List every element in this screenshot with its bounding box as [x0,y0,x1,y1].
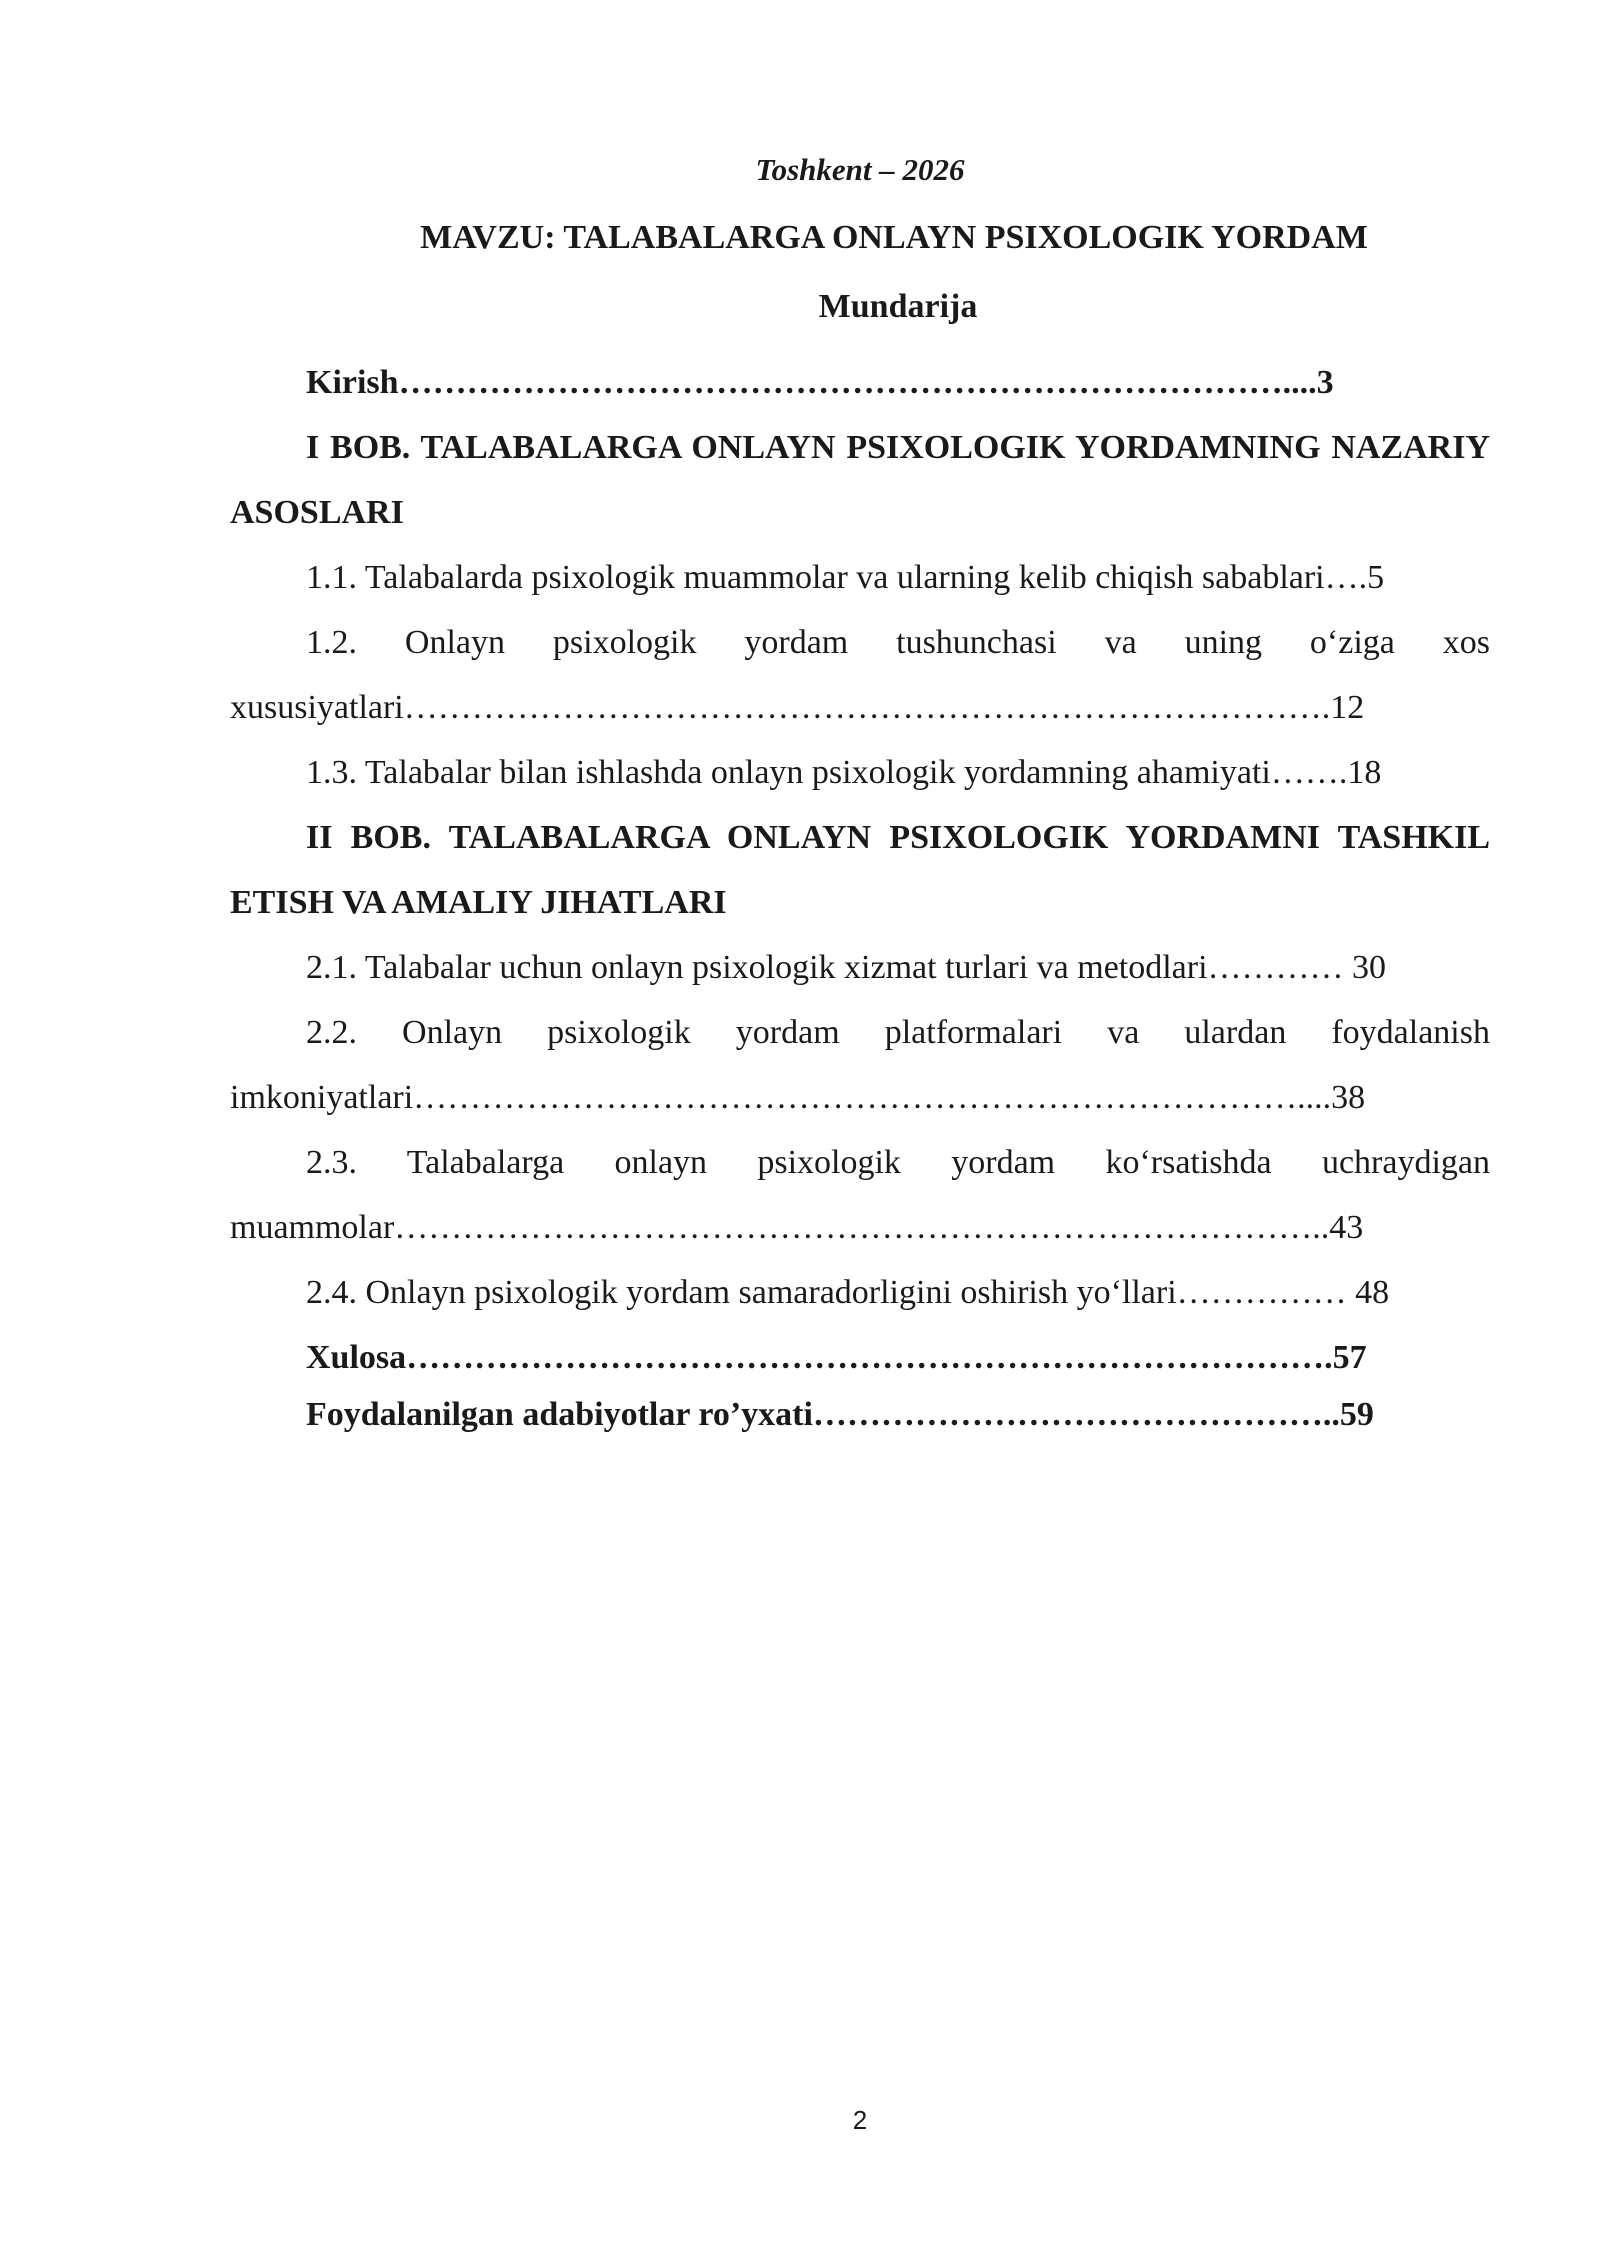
toc-entry-chapter-2: II BOB. TALABALARGA ONLAYN PSIXOLOGIK YORDAMNI TASHKIL ETISH VA AMALIY JIHATLARI [230,819,1490,921]
toc-entry-references: Foydalanilgan adabiyotlar ro’yxati………………………………………..59 [306,1396,1374,1433]
toc-entry-section-2-4: 2.4. Onlayn psixologik yordam samaradorligini oshirish yo‘llari…………… 48 [306,1274,1390,1311]
topic-title: MAVZU: TALABALARGA ONLAYN PSIXOLOGIK YORDAM [420,219,1368,256]
toc-entry-conclusion: Xulosa……………………………………………………………………….57 [306,1339,1367,1376]
table-of-contents [230,350,1490,1440]
toc-entry-section-2-1: 2.1. Talabalar uchun onlayn psixologik xizmat turlari va metodlari………… 30 [306,949,1387,986]
toc-entry-section-2-3: 2.3. Talabalarga onlayn psixologik yordam ko‘rsatishda uchraydigan muammolar………………………………………………………………………..43 [230,1144,1490,1246]
page-number: 2 [852,2105,868,2135]
toc-entry-section-1-1: 1.1. Talabalarda psixologik muammolar va ularning kelib chiqish sabablari….5 [306,559,1385,596]
toc-entry-introduction: Kirish……………………………………………………………………....3 [306,364,1334,401]
toc-entry-section-1-3: 1.3. Talabalar bilan ishlashda onlayn psixologik yordamning ahamiyati…….18 [306,754,1382,791]
city-year: Toshkent – 2026 [755,152,965,187]
toc-entry-section-2-2: 2.2. Onlayn psixologik yordam platformalari va ulardan foydalanish imkoniyatlari……………………………………………………………………....38 [230,1014,1490,1116]
contents-heading: Mundarija [818,288,978,325]
toc-entry-section-1-2: 1.2. Onlayn psixologik yordam tushunchasi va uning o‘ziga xos xususiyatlari……………………………………………………………………….12 [230,624,1490,726]
toc-entry-chapter-1: I BOB. TALABALARGA ONLAYN PSIXOLOGIK YORDAMNING NAZARIY ASOSLARI [230,429,1490,531]
